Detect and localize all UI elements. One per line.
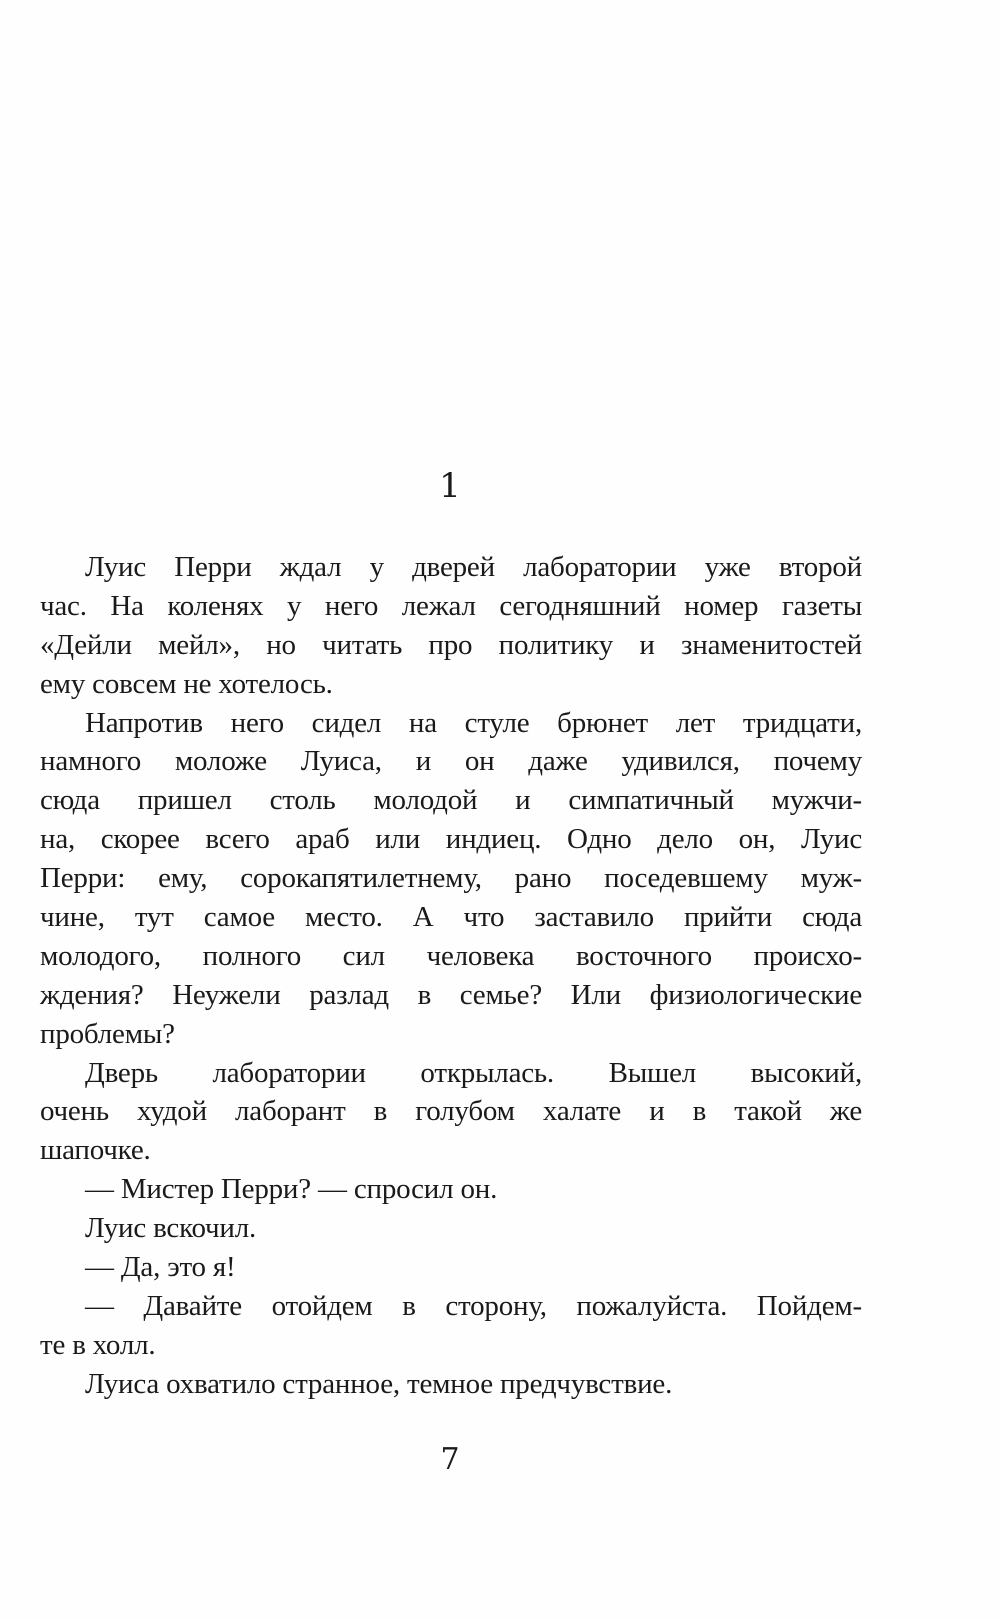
text-line: очень худой лаборант в голубом халате и в такой же [40,1095,862,1128]
paragraph [40,704,862,1054]
text-line: Луиса охватило странное, темное предчувствие. [85,1367,673,1400]
paragraph [40,1365,862,1404]
text-line: на, скорее всего араб или индиец. Одно дело он, Луис [40,823,862,856]
text-line: молодого, полного сил человека восточного происхо- [40,939,862,972]
paragraph [40,548,862,704]
text-line: — Мистер Перри? — спросил он. [85,1173,498,1206]
paragraph [40,1209,862,1248]
text-line: час. На коленях у него лежал сегодняшний номер газеты [40,589,862,622]
text-line: Дверь лаборатории открылась. Вышел высокий, [85,1056,862,1089]
page-number: 7 [440,1442,460,1477]
text-line: те в холл. [40,1328,156,1361]
paragraph [40,1054,862,1171]
text-line: Перри: ему, сорокапятилетнему, рано поседевшему муж- [40,862,862,895]
dialogue-line [40,1287,862,1365]
text-line: Луис вскочил. [85,1212,257,1245]
text-line: проблемы? [40,1017,175,1050]
text-line: «Дейли мейл», но читать про политику и знаменитостей [40,628,862,661]
text-line: Луис Перри ждал у дверей лаборатории уже второй [85,551,862,583]
text-line: ждения? Неужели разлад в семье? Или физиологические [40,978,862,1011]
text-line: ему совсем не хотелось. [40,667,333,700]
text-line: Напротив него сидел на стуле брюнет лет тридцати, [85,706,862,739]
body-text [40,548,862,1404]
text-line: намного моложе Луиса, и он даже удивился, почему [40,745,862,778]
chapter-number: 1 [439,466,461,506]
text-line: — Да, это я! [85,1251,236,1284]
text-line: — Давайте отойдем в сторону, пожалуйста. Пойдем- [85,1289,862,1322]
dialogue-line [40,1248,862,1287]
dialogue-line [40,1170,862,1209]
text-line: сюда пришел столь молодой и симпатичный мужчи- [40,784,862,817]
text-line: шапочке. [40,1134,151,1167]
text-line: чине, тут самое место. А что заставило прийти сюда [40,901,862,934]
